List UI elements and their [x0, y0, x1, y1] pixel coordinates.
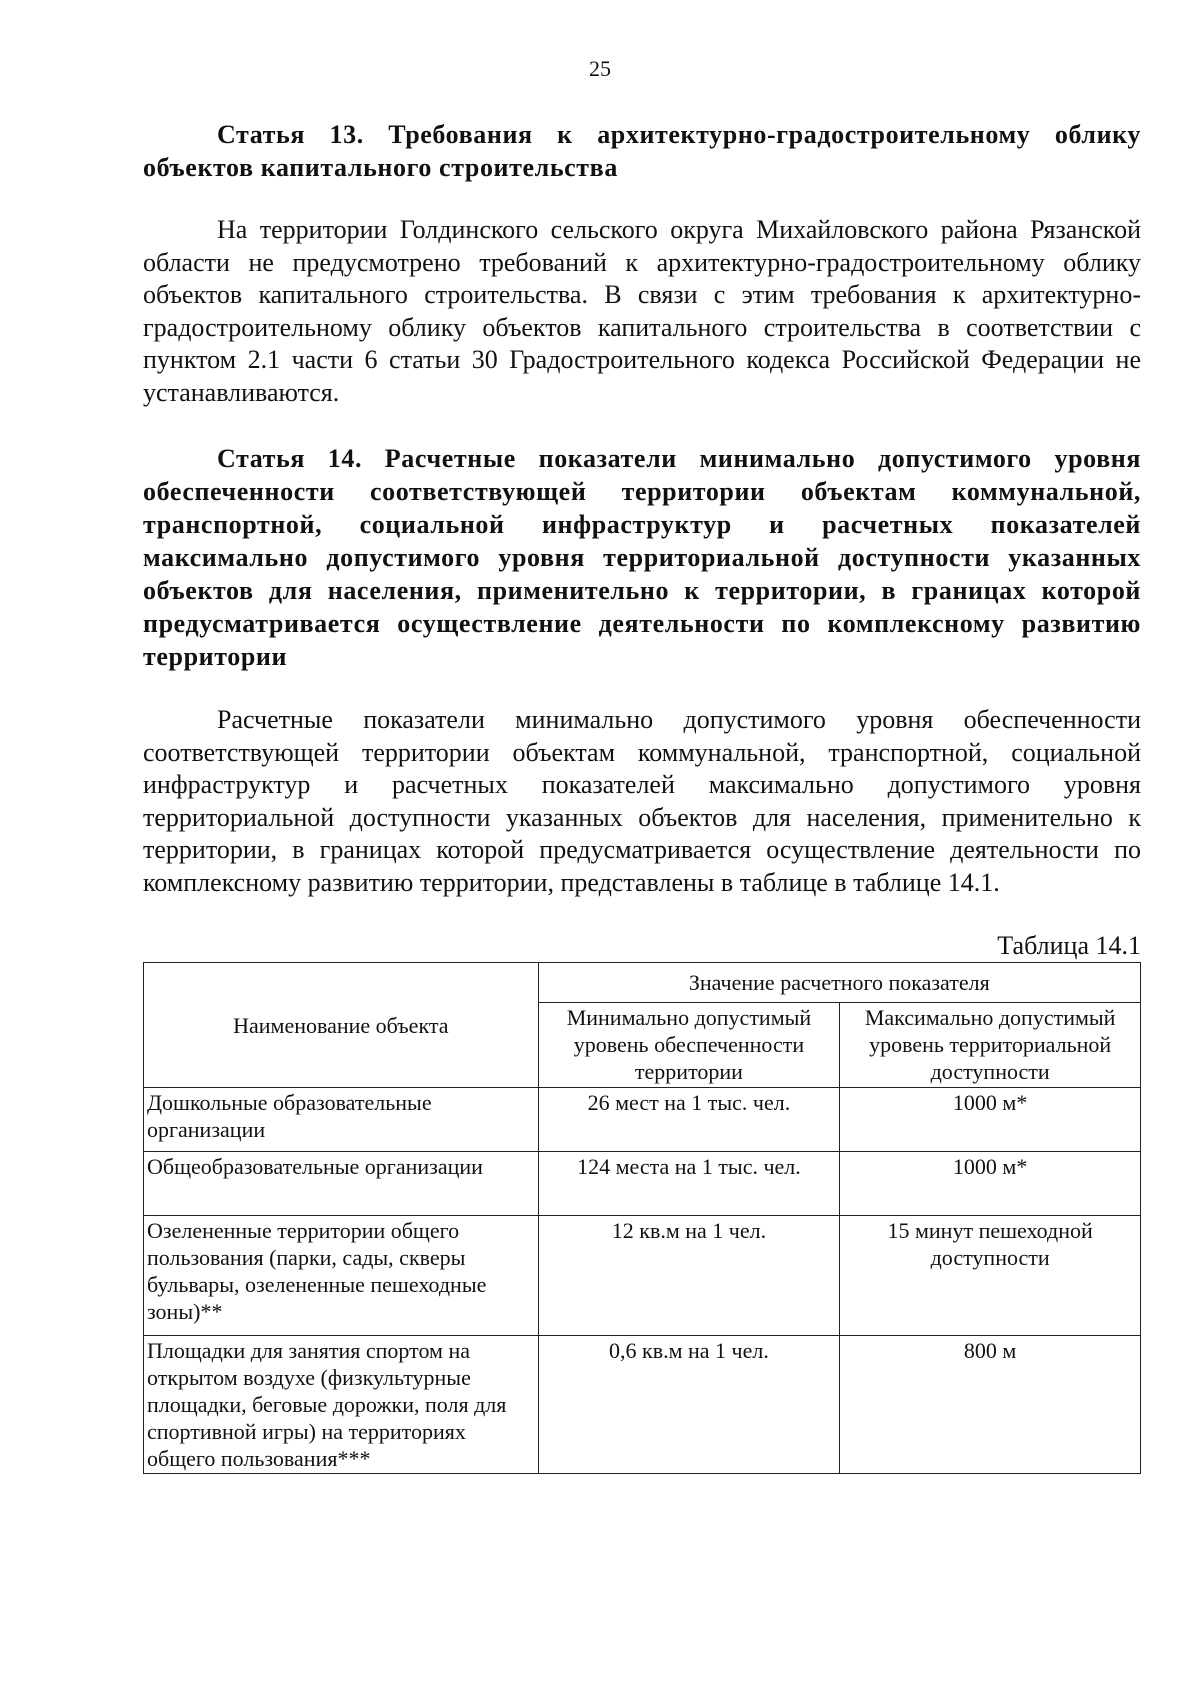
row-object-name: Общеобразовательные организации	[144, 1152, 539, 1216]
row-object-name: Озелененные территории общего пользования (парки, сады, скверы бульвары, озелененные пешеходные зоны)**	[144, 1216, 539, 1336]
table-row	[144, 1216, 1141, 1336]
row-min-value: 26 мест на 1 тыс. чел.	[538, 1088, 840, 1152]
indicators-table	[143, 962, 1141, 1474]
row-min-value: 124 места на 1 тыс. чел.	[538, 1152, 840, 1216]
row-max-value: 15 минут пешеходной доступности	[840, 1216, 1141, 1336]
row-min-value: 0,6 кв.м на 1 чел.	[538, 1336, 840, 1474]
table-row	[144, 1336, 1141, 1474]
row-max-value: 1000 м*	[840, 1152, 1141, 1216]
table-header-row	[144, 963, 1141, 1003]
row-object-name: Дошкольные образовательные организации	[144, 1088, 539, 1152]
table-caption: Таблица 14.1	[997, 931, 1141, 960]
article-14-paragraph: Расчетные показатели минимально допустимого уровня обеспеченности соответствующей территории объектам коммунальной, транспортной, социальной инфраструктур и расчетных показателей максимально допустимого уровня территориальной доступности указанных объектов для населения, применительно к территории, в границах которой предусматривается осуществление деятельности по комплексному развитию территории, представлены в таблице в таблице 14.1.	[143, 705, 1141, 897]
header-min-level: Минимально допустимый уровень обеспеченности территории	[538, 1003, 840, 1088]
article-13-paragraph: На территории Голдинского сельского округа Михайловского района Рязанской области не предусмотрено требований к архитектурно-градостроительному облику объектов капитального строительства. В связи с этим требования к архитектурно-градостроительному облику объектов капитального строительства в соответствии с пунктом 2.1 части 6 статьи 30 Градостроительного кодекса Российской Федерации не устанавливаются.	[143, 215, 1141, 407]
row-min-value: 12 кв.м на 1 чел.	[538, 1216, 840, 1336]
row-max-value: 1000 м*	[840, 1088, 1141, 1152]
table-row	[144, 1152, 1141, 1216]
header-max-level: Максимально допустимый уровень территориальной доступности	[840, 1003, 1141, 1088]
page-number: 25	[589, 56, 611, 81]
table-row	[144, 1088, 1141, 1152]
header-indicator-value: Значение расчетного показателя	[538, 963, 1140, 1003]
row-object-name: Площадки для занятия спортом на открытом воздухе (физкультурные площадки, беговые дорожки, поля для спортивной игры) на территориях общего пользования***	[144, 1336, 539, 1474]
row-max-value: 800 м	[840, 1336, 1141, 1474]
article-13-heading: Статья 13. Требования к архитектурно-градостроительному облику объектов капитального строительства	[143, 120, 1141, 182]
header-object-name: Наименование объекта	[144, 963, 539, 1088]
article-14-heading: Статья 14. Расчетные показатели минимально допустимого уровня обеспеченности соответствующей территории объектам коммунальной, транспортной, социальной инфраструктур и расчетных показателей максимально допустимого уровня территориальной доступности указанных объектов для населения, применительно к территории, в границах которой предусматривается осуществление деятельности по комплексному развитию территории	[143, 444, 1141, 671]
